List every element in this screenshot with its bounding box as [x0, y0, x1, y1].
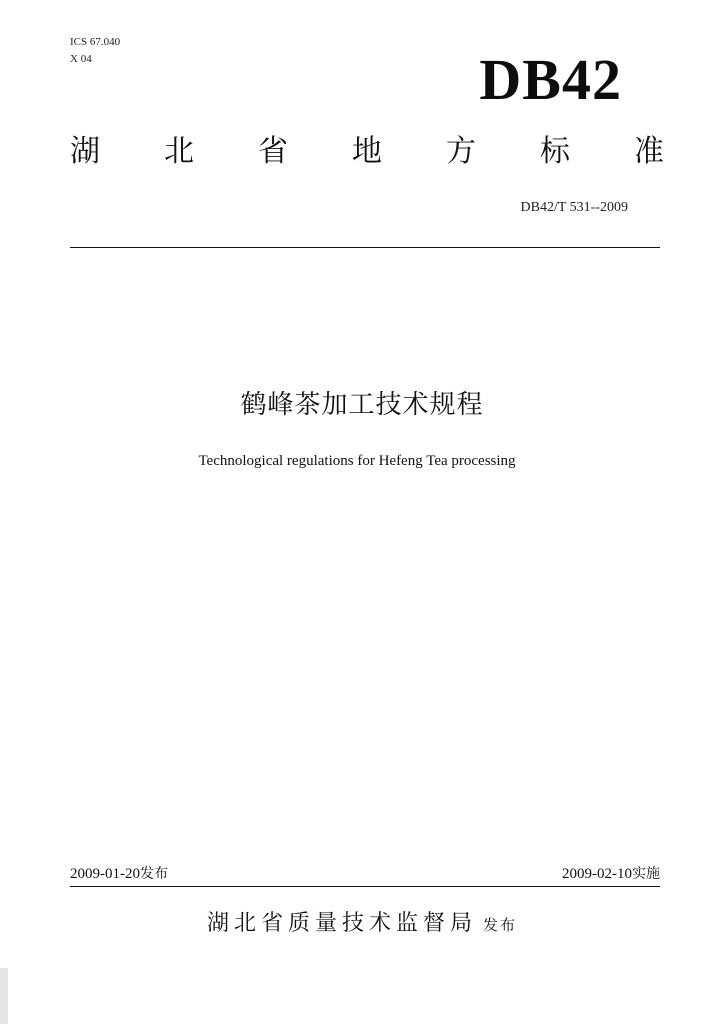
standard-type-char: 省 — [258, 134, 288, 169]
issue-date: 2009-01-20 — [70, 866, 140, 882]
classification-codes — [70, 34, 120, 68]
document-title-en: Technological regulations for Hefeng Tea processing — [198, 453, 516, 469]
classification-code: X 04 — [70, 53, 92, 65]
footer-divider — [70, 886, 660, 887]
scan-edge-shadow — [0, 968, 8, 1024]
standard-type-char: 北 — [164, 134, 194, 169]
publisher-suffix: 发布 — [483, 916, 518, 934]
standard-number: DB42/T 531--2009 — [520, 200, 628, 215]
effective-label: 实施 — [632, 866, 660, 882]
issue-label: 发布 — [140, 866, 168, 882]
standard-type-title — [70, 132, 664, 172]
standard-type-char: 方 — [446, 134, 476, 169]
document-title-cn: 鹤峰茶加工技术规程 — [240, 390, 484, 420]
effective-date: 2009-02-10 — [562, 866, 632, 882]
header-divider — [70, 247, 660, 248]
standard-logo: DB42 — [479, 47, 622, 112]
standard-type-char: 标 — [540, 134, 570, 169]
standard-type-char: 准 — [634, 134, 664, 169]
effective-date-block — [562, 864, 660, 884]
standard-type-char: 湖 — [70, 134, 100, 169]
issue-date-block — [70, 864, 168, 884]
publisher-line — [0, 906, 724, 943]
ics-code: ICS 67.040 — [70, 36, 121, 48]
standard-type-char: 地 — [352, 134, 382, 169]
publisher-name: 湖北省质量技术监督局 — [206, 911, 477, 936]
